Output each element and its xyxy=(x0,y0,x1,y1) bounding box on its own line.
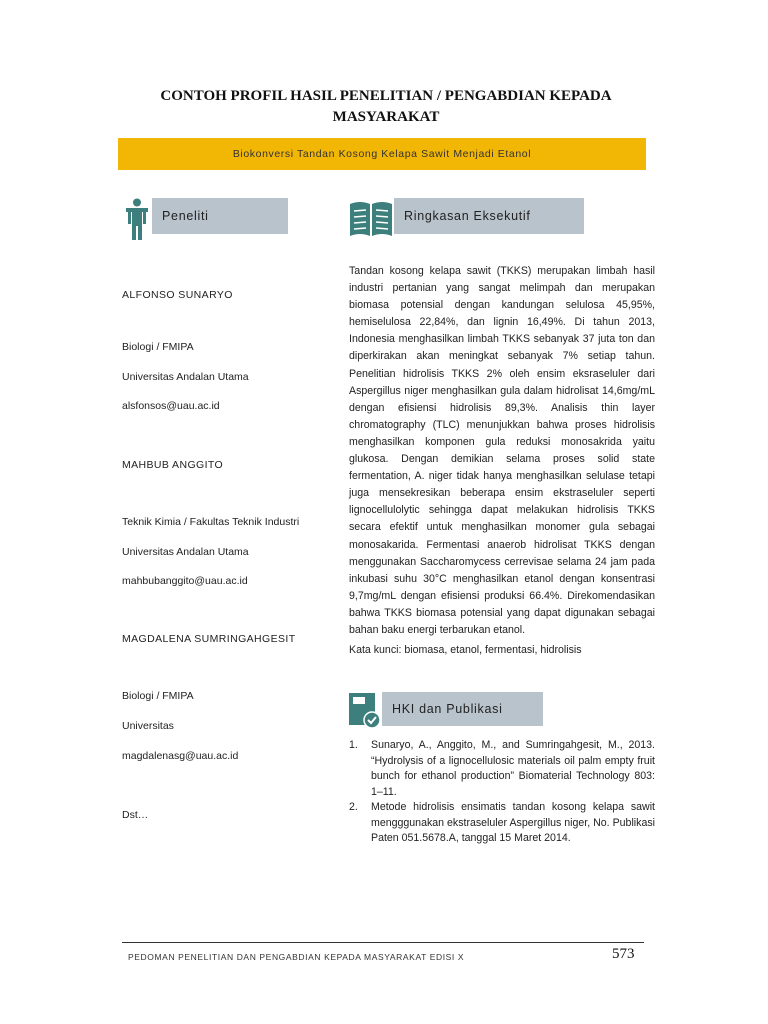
researcher-univ: Universitas Andalan Utama xyxy=(122,371,249,383)
researcher-dept: Biologi / FMIPA xyxy=(122,690,194,702)
footer-text: PEDOMAN PENELITIAN DAN PENGABDIAN KEPADA MASYARAKAT EDISI X xyxy=(128,952,465,962)
executive-summary-text: Tandan kosong kelapa sawit (TKKS) merupakan limbah hasil industri pertanian yang sangat melimpah dan merupakan biomasa potensial dengan kandungan selulosa 45,95%, hemiselulosa 22,84%, dan lignin 16,49%. Di tahun 2013, Indonesia menghasilkan limbah TKKS sebanyak 37 juta ton dan diperkirakan akan meningkat sebanyak 7% setiap tahun. Penelitian hidrolisis TKKS 2% oleh ensim eksraseluler dari Aspergillus niger menghasilkan gula dalam hidrolisat 14,6mg/mL dengan efisiensi hidrolisis 89,3%. Analisis thin layer chromatography (TLC) menunjukkan bahwa proses hidrolisis menghasilkan komponen gula reduksi monosakrida yaitu glukosa. Dengan demikian selama proses solid state fermentation, A. niger tidak hanya menghasilkan selulase tetapi juga mensekresikan beberapa ensim ekstraseluler seperti lignocellulolytic sehingga dapat melakukan hidrolisis TKKS secara efektif untuk menghasilkan monomer gula sebagai monosakarida. Fermentasi anaerob hidrolisat TKKS dengan menggunakan Saccharomycess cerrevisae selama 24 jam pada inkubasi suhu 30°C menghasilkan etanol dengan konsentrasi 9,7mg/mL dengan efisiensi produksi 66.4%. Direkomendasikan bahwa TKKS biomasa potensial yang dapat digunakan sebagai bahan baku energi terbarukan etanol. xyxy=(349,265,655,636)
researcher-name: ALFONSO SUNARYO xyxy=(122,289,233,301)
list-item xyxy=(349,800,655,847)
hki-heading: HKI dan Publikasi xyxy=(392,702,503,716)
publication-text: Sunaryo, A., Anggito, M., and Sumringahgesit, M., 2013. “Hydrolysis of a lignocellulosic materials oil palm empty fruit bunch for ethanol production” Biomaterial Technology 803: 1–11. xyxy=(371,739,655,798)
title-line-1: CONTOH PROFIL HASIL PENELITIAN / PENGABDIAN KEPADA xyxy=(160,88,612,104)
more-researchers: Dst… xyxy=(122,809,149,821)
researcher-dept: Biologi / FMIPA xyxy=(122,341,194,353)
list-number: 2. xyxy=(349,801,358,813)
researcher-univ: Universitas Andalan Utama xyxy=(122,546,249,558)
footer-divider xyxy=(122,942,644,943)
summary-heading: Ringkasan Eksekutif xyxy=(404,209,531,223)
keywords: Kata kunci: biomasa, etanol, fermentasi, hidrolisis xyxy=(349,644,582,656)
researcher-email: alsfonsos@uau.ac.id xyxy=(122,400,220,412)
summary-header xyxy=(394,198,584,234)
researcher-name: MAHBUB ANGGITO xyxy=(122,459,224,471)
project-title-banner: Biokonversi Tandan Kosong Kelapa Sawit Menjadi Etanol xyxy=(118,138,646,170)
certificate-icon xyxy=(348,692,382,728)
researcher-univ: Universitas xyxy=(122,720,174,732)
hki-header xyxy=(382,692,543,726)
researcher-name: MAGDALENA SUMRINGAHGESIT xyxy=(122,633,296,645)
page-title xyxy=(120,86,652,128)
publication-text: Metode hidrolisis ensimatis tandan kosong kelapa sawit mengggunakan ekstraseluler Aspergillus niger, No. Publikasi Paten 051.5678.A, tanggal 15 Maret 2014. xyxy=(371,801,655,844)
title-line-2: MASYARAKAT xyxy=(332,109,440,125)
researchers-header xyxy=(152,198,288,234)
researcher-email: magdalenasg@uau.ac.id xyxy=(122,750,239,762)
researcher-dept: Teknik Kimia / Fakultas Teknik Industri xyxy=(122,516,300,528)
list-number: 1. xyxy=(349,739,358,751)
researchers-heading: Peneliti xyxy=(162,209,209,223)
page-number: 573 xyxy=(612,946,635,962)
person-icon xyxy=(126,198,148,240)
publication-list xyxy=(349,738,655,847)
book-icon xyxy=(348,198,394,240)
researcher-email: mahbubanggito@uau.ac.id xyxy=(122,575,248,587)
list-item xyxy=(349,738,655,800)
